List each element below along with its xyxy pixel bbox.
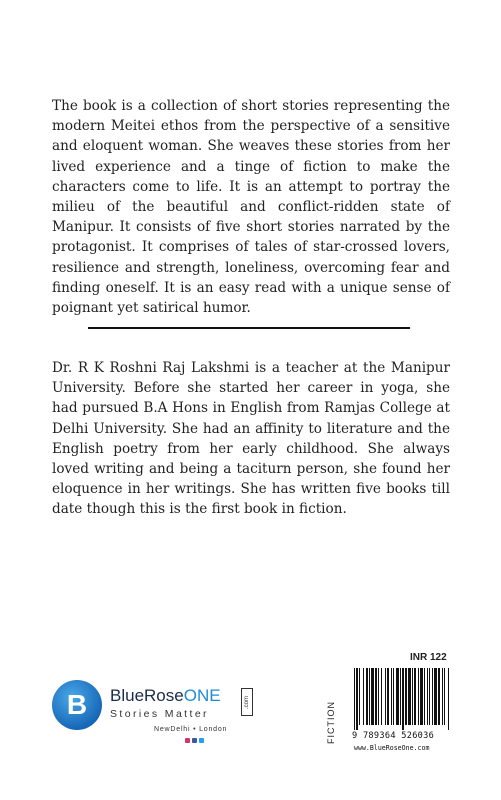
barcode-bar [432, 668, 433, 725]
barcode-bar [414, 668, 416, 725]
barcode-bar [385, 668, 386, 725]
barcode-bar [438, 668, 440, 725]
barcode-bar [400, 668, 401, 725]
barcode-bar [387, 668, 389, 725]
barcode-bar [429, 668, 430, 725]
barcode-bar [381, 668, 382, 725]
back-cover-blurb: The book is a collection of short stories representing the modern Meitei ethos from the perspective of a sensitive and eloquent woman. She weaves these stories from her lived experience and a tinge of fiction to make the characters come to life. It is an attempt to portray the milieu of the beautiful and conflict-ridden state of Manipur. It consists of five short stories narrated by the protagonist. It comprises of tales of star-crossed lovers, resilience and strength, loneliness, overcoming fear and finding oneself. It is an easy read with a unique sense of poignant yet satirical humor. [52, 98, 450, 317]
publisher-website: www.BlueRoseOne.com [354, 744, 430, 752]
twitter-icon [199, 738, 204, 743]
publisher-name-part2: ONE [183, 686, 221, 705]
publisher-name [110, 686, 221, 706]
author-bio: Dr. R K Roshni Raj Lakshmi is a teacher at the Manipur University. Before she started her career in yoga, she had pursued B.A Hons in English from Ramjas College at Delhi University. She had an affinity to literature and the English poetry from her early childhood. She always loved writing and being a taciturn person, she found her eloquence in her writings. She has written five books till date though this is the first book in fiction. [52, 360, 450, 518]
isbn-digits: 9 789364 526036 [352, 731, 435, 741]
barcode-bar [393, 668, 394, 725]
barcode-bar [378, 668, 379, 725]
instagram-icon [185, 738, 190, 743]
facebook-icon [192, 738, 197, 743]
barcode-bar [427, 668, 428, 725]
barcode-bar [375, 668, 377, 725]
barcode-bar [408, 668, 411, 725]
isbn-barcode [354, 668, 450, 730]
barcode-bar [418, 668, 419, 725]
genre-label: FICTION [326, 701, 336, 744]
publisher-name-part1: BlueRose [110, 686, 184, 705]
publisher-tagline: Stories Matter [110, 708, 209, 720]
price-label: INR 122 [410, 652, 447, 663]
publisher-logo-icon [52, 680, 102, 730]
barcode-bar [424, 668, 425, 725]
publisher-cities: NewDelhi • London [154, 726, 228, 733]
barcode-bar [405, 668, 407, 725]
barcode-bar [402, 668, 404, 730]
barcode-bar [434, 668, 437, 725]
barcode-bar [420, 668, 423, 725]
barcode-bar [369, 668, 370, 725]
barcode-bar [396, 668, 399, 725]
barcode-bar [412, 668, 413, 725]
publisher-dotcom: .com [241, 688, 253, 716]
section-divider [88, 327, 410, 329]
social-icons [185, 738, 204, 743]
publisher-logo [52, 680, 262, 750]
barcode-bar [371, 668, 374, 725]
barcode-bar [444, 668, 445, 725]
barcode-bar [442, 668, 443, 725]
barcode-bar [366, 668, 368, 725]
barcode-bar [391, 668, 392, 725]
barcode-bar [356, 668, 358, 730]
barcode-bar [354, 668, 355, 730]
barcode-bar [359, 668, 360, 725]
barcode-bar [363, 668, 364, 725]
logo-letter: B [66, 689, 88, 720]
barcode-bar [448, 668, 449, 730]
